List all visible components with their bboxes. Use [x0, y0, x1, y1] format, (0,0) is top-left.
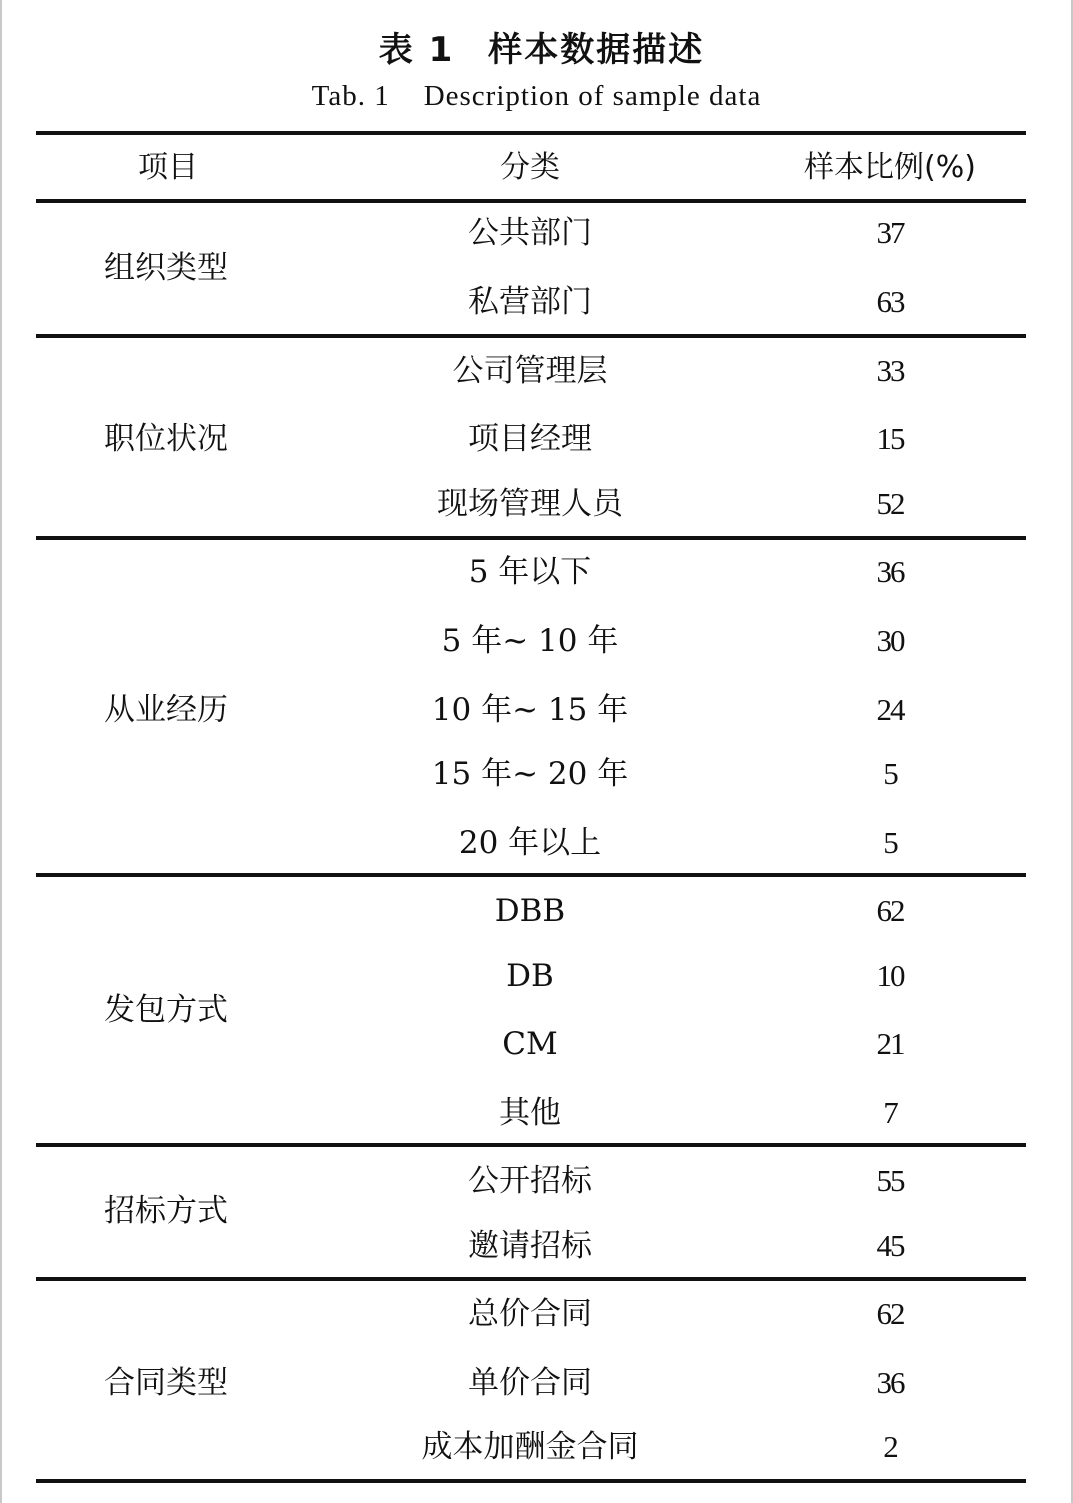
- category-cell: 其他: [499, 1095, 561, 1131]
- percentage-cell: 62: [876, 893, 904, 928]
- percentage-cell: 37: [876, 215, 904, 250]
- percentage-cell: 36: [876, 1365, 904, 1400]
- percentage-cell: 21: [876, 1026, 904, 1061]
- table-number-en: Tab. 1: [311, 80, 390, 112]
- category-cell: 公司管理层: [452, 353, 608, 389]
- percentage-cell: 63: [876, 284, 904, 319]
- table-title-en: [0, 80, 1073, 113]
- column-header-percentage: 样本比例(%): [804, 150, 976, 185]
- group-label: 招标方式: [104, 1193, 228, 1229]
- percentage-cell: 5: [883, 825, 897, 860]
- table-title-cn: [0, 22, 1073, 71]
- top-rule: [36, 131, 1026, 135]
- percentage-cell: 30: [876, 623, 904, 658]
- category-cell: 5 年以下: [468, 554, 592, 590]
- category-cell: 项目经理: [468, 421, 592, 457]
- category-cell: 私营部门: [468, 284, 592, 320]
- category-cell: CM: [502, 1026, 558, 1062]
- group-label: 组织类型: [104, 250, 228, 286]
- percentage-cell: 24: [876, 692, 904, 727]
- category-cell: 20 年以上: [458, 825, 602, 861]
- category-cell: 邀请招标: [468, 1228, 592, 1264]
- percentage-cell: 7: [883, 1095, 897, 1130]
- group-label: 发包方式: [104, 992, 228, 1028]
- table-number-cn: 表 1: [378, 30, 455, 70]
- percentage-cell: 33: [876, 353, 904, 388]
- group-rule: [36, 536, 1026, 540]
- percentage-cell: 62: [876, 1296, 904, 1331]
- column-header-item: 项目: [138, 150, 198, 185]
- percentage-cell: 36: [876, 554, 904, 589]
- table-caption-en: Description of sample data: [423, 80, 762, 112]
- category-cell: 总价合同: [468, 1296, 592, 1332]
- percentage-cell: 15: [876, 421, 904, 456]
- group-rule: [36, 334, 1026, 338]
- table-caption-cn: 样本数据描述: [488, 30, 705, 70]
- category-cell: DB: [506, 958, 554, 994]
- group-label: 从业经历: [104, 692, 228, 728]
- percentage-cell: 45: [876, 1228, 904, 1263]
- percentage-cell: 55: [876, 1163, 904, 1198]
- column-header-category: 分类: [500, 150, 560, 185]
- group-rule: [36, 873, 1026, 877]
- percentage-cell: 52: [876, 486, 904, 521]
- group-rule: [36, 1143, 1026, 1147]
- group-label: 职位状况: [104, 421, 228, 457]
- category-cell: 15 年~ 20 年: [431, 756, 629, 792]
- group-rule: [36, 1277, 1026, 1281]
- category-cell: 现场管理人员: [437, 486, 623, 522]
- category-cell: 成本加酬金合同: [421, 1429, 639, 1465]
- category-cell: 单价合同: [468, 1365, 592, 1401]
- category-cell: DBB: [494, 893, 566, 929]
- percentage-cell: 5: [883, 756, 897, 791]
- group-label: 合同类型: [104, 1365, 228, 1401]
- percentage-cell: 10: [876, 958, 904, 993]
- category-cell: 5 年~ 10 年: [441, 623, 619, 659]
- page-border-left: [0, 0, 2, 1503]
- category-cell: 公共部门: [468, 215, 592, 251]
- category-cell: 10 年~ 15 年: [431, 692, 629, 728]
- bottom-rule: [36, 1479, 1026, 1483]
- category-cell: 公开招标: [468, 1163, 592, 1199]
- percentage-cell: 2: [883, 1429, 897, 1464]
- header-rule: [36, 199, 1026, 203]
